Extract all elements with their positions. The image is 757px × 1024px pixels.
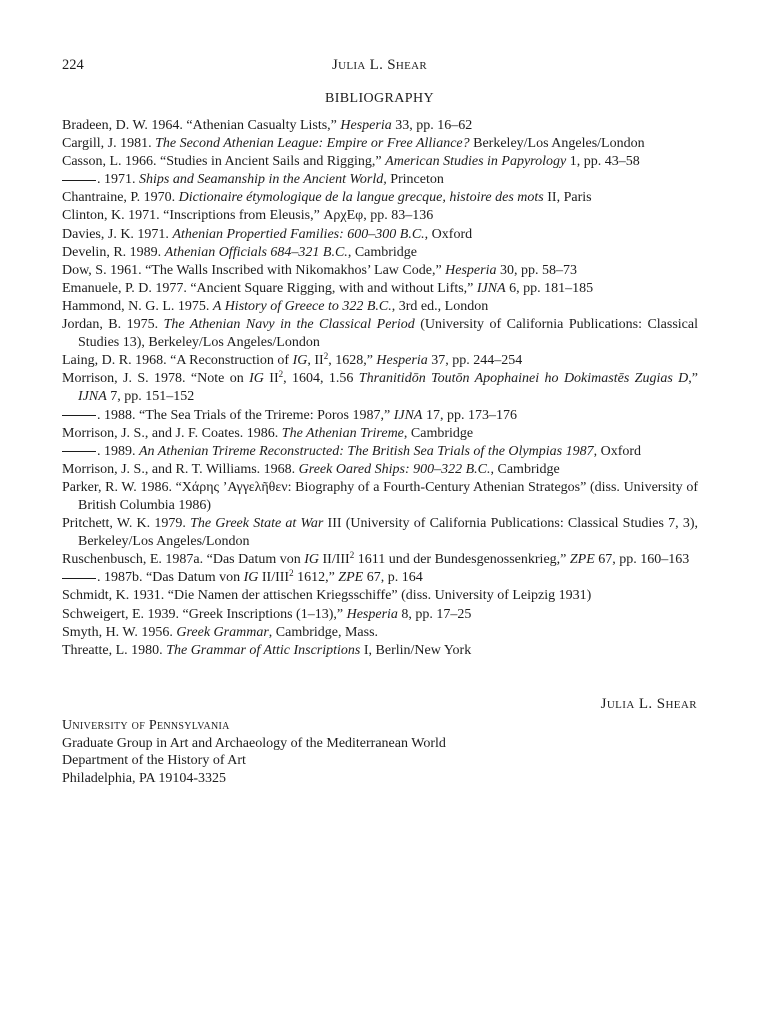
bib-entry: Morrison, J. S. 1978. “Note on IG $II^2$, 1604, 1.56 Thranitidōn Toutōn Apophainei ho Dokimastēs Zugias D,” IJNA 7, pp. 151–152 bbox=[62, 369, 698, 405]
bib-entry: Threatte, L. 1980. The Grammar of Attic Inscriptions I, Berlin/New York bbox=[62, 642, 472, 658]
author-signature: Julia L. Shear bbox=[600, 696, 697, 712]
bib-entry: Dow, S. 1961. “The Walls Inscribed with Nikomakhos’ Law Code,” Hesperia 30, pp. 58–73 bbox=[62, 262, 577, 278]
bib-entry: Schmidt, K. 1931. “Die Namen der attischen Kriegsschiffe” (diss. University of Leipzig 1931) bbox=[62, 588, 592, 604]
bib-entry: . 1987b. “Das Datum von IG II/III$^2$ 1612,” ZPE 67, p. 164 bbox=[62, 569, 698, 587]
section-title-bibliography: BIBLIOGRAPHY bbox=[324, 91, 435, 106]
bib-entry: Morrison, J. S., and R. T. Williams. 1968. Greek Oared Ships: 900–322 B.C., Cambridge bbox=[62, 461, 560, 477]
superscript-two: 2 bbox=[323, 351, 329, 362]
bib-entry: . 1988. “The Sea Trials of the Trireme: Poros 1987,” IJNA 17, pp. 173–176 bbox=[62, 407, 698, 425]
bib-entry: Clinton, K. 1971. “Inscriptions from Eleusis,” ΑρχΕφ, pp. 83–136 bbox=[62, 208, 434, 224]
bib-entry: Develin, R. 1989. Athenian Officials 684–321 B.C., Cambridge bbox=[62, 244, 418, 260]
bib-entry: Hammond, N. G. L. 1975. A History of Greece to 322 B.C., 3rd ed., London bbox=[62, 298, 489, 314]
bib-entry: Smyth, H. W. 1956. Greek Grammar, Cambridge, Mass. bbox=[62, 624, 379, 640]
bib-entry: Laing, D. R. 1968. “A Reconstruction of IG, $II^2$, 1628,” Hesperia 37, pp. 244–254 bbox=[62, 351, 523, 369]
page-number: 224 bbox=[62, 57, 84, 73]
repeat-author-dash bbox=[62, 415, 96, 416]
bib-entry: Parker, R. W. 1986. “Χάρης ’Αγγελῆθεν: Biography of a Fourth-Century Athenian Strategos” (diss. University of British Columbia 1986) bbox=[62, 479, 698, 513]
bib-entry: Morrison, J. S., and J. F. Coates. 1986. The Athenian Trireme, Cambridge bbox=[62, 425, 474, 441]
bib-entry: Pritchett, W. K. 1979. The Greek State at War III (University of California Publications: Classical Studies 7, 3), Berkeley/Los Angeles/London bbox=[62, 516, 698, 550]
affiliation-university: University of Pennsylvania bbox=[62, 718, 230, 733]
running-title-author: Julia L. Shear bbox=[331, 57, 427, 73]
bib-entry: Jordan, B. 1975. The Athenian Navy in the Classical Period (University of California Publications: Classical Studies 13), Berkeley/Los Angeles/London bbox=[62, 317, 699, 351]
running-head bbox=[62, 57, 697, 77]
bib-entry: Ruschenbusch, E. 1987a. “Das Datum von IG II/III$^2$ 1611 und der Bundesgenossenkrieg,” ZPE 67, pp. 160–163 bbox=[62, 550, 690, 568]
bib-entry: Casson, L. 1966. “Studies in Ancient Sails and Rigging,” American Studies in Papyrology 1, pp. 43–58 bbox=[62, 154, 640, 170]
repeat-author-dash bbox=[62, 180, 96, 181]
repeat-author-dash bbox=[62, 578, 96, 579]
bibliography-list bbox=[62, 117, 698, 660]
bib-entry: . 1971. Ships and Seamanship in the Ancient World, Princeton bbox=[62, 171, 698, 189]
bib-entry: . 1989. An Athenian Trireme Reconstructed: The British Sea Trials of the Olympias 1987, Oxford bbox=[62, 443, 698, 461]
author-affiliation bbox=[62, 717, 562, 787]
superscript-two: 2 bbox=[278, 369, 284, 380]
bib-entry: Schweigert, E. 1939. “Greek Inscriptions (1–13),” Hesperia 8, pp. 17–25 bbox=[62, 606, 472, 622]
superscript-two: 2 bbox=[289, 568, 294, 579]
superscript-two: 2 bbox=[349, 550, 355, 561]
affiliation-line: Graduate Group in Art and Archaeology of the Mediterranean World bbox=[62, 735, 446, 751]
affiliation-line: Department of the History of Art bbox=[62, 753, 246, 769]
bib-entry: Cargill, J. 1981. The Second Athenian League: Empire or Free Alliance? Berkeley/Los Angeles/London bbox=[62, 136, 645, 152]
repeat-author-dash bbox=[62, 451, 96, 452]
bib-entry: Chantraine, P. 1970. Dictionaire étymologique de la langue grecque, histoire des mots II, Paris bbox=[62, 190, 592, 206]
affiliation-line: Philadelphia, PA 19104-3325 bbox=[62, 770, 226, 786]
bib-entry: Davies, J. K. 1971. Athenian Propertied Families: 600–300 B.C., Oxford bbox=[62, 226, 473, 242]
bib-entry: Bradeen, D. W. 1964. “Athenian Casualty Lists,” Hesperia 33, pp. 16–62 bbox=[62, 118, 473, 133]
bib-entry: Emanuele, P. D. 1977. “Ancient Square Rigging, with and without Lifts,” IJNA 6, pp. 181–185 bbox=[62, 280, 594, 296]
